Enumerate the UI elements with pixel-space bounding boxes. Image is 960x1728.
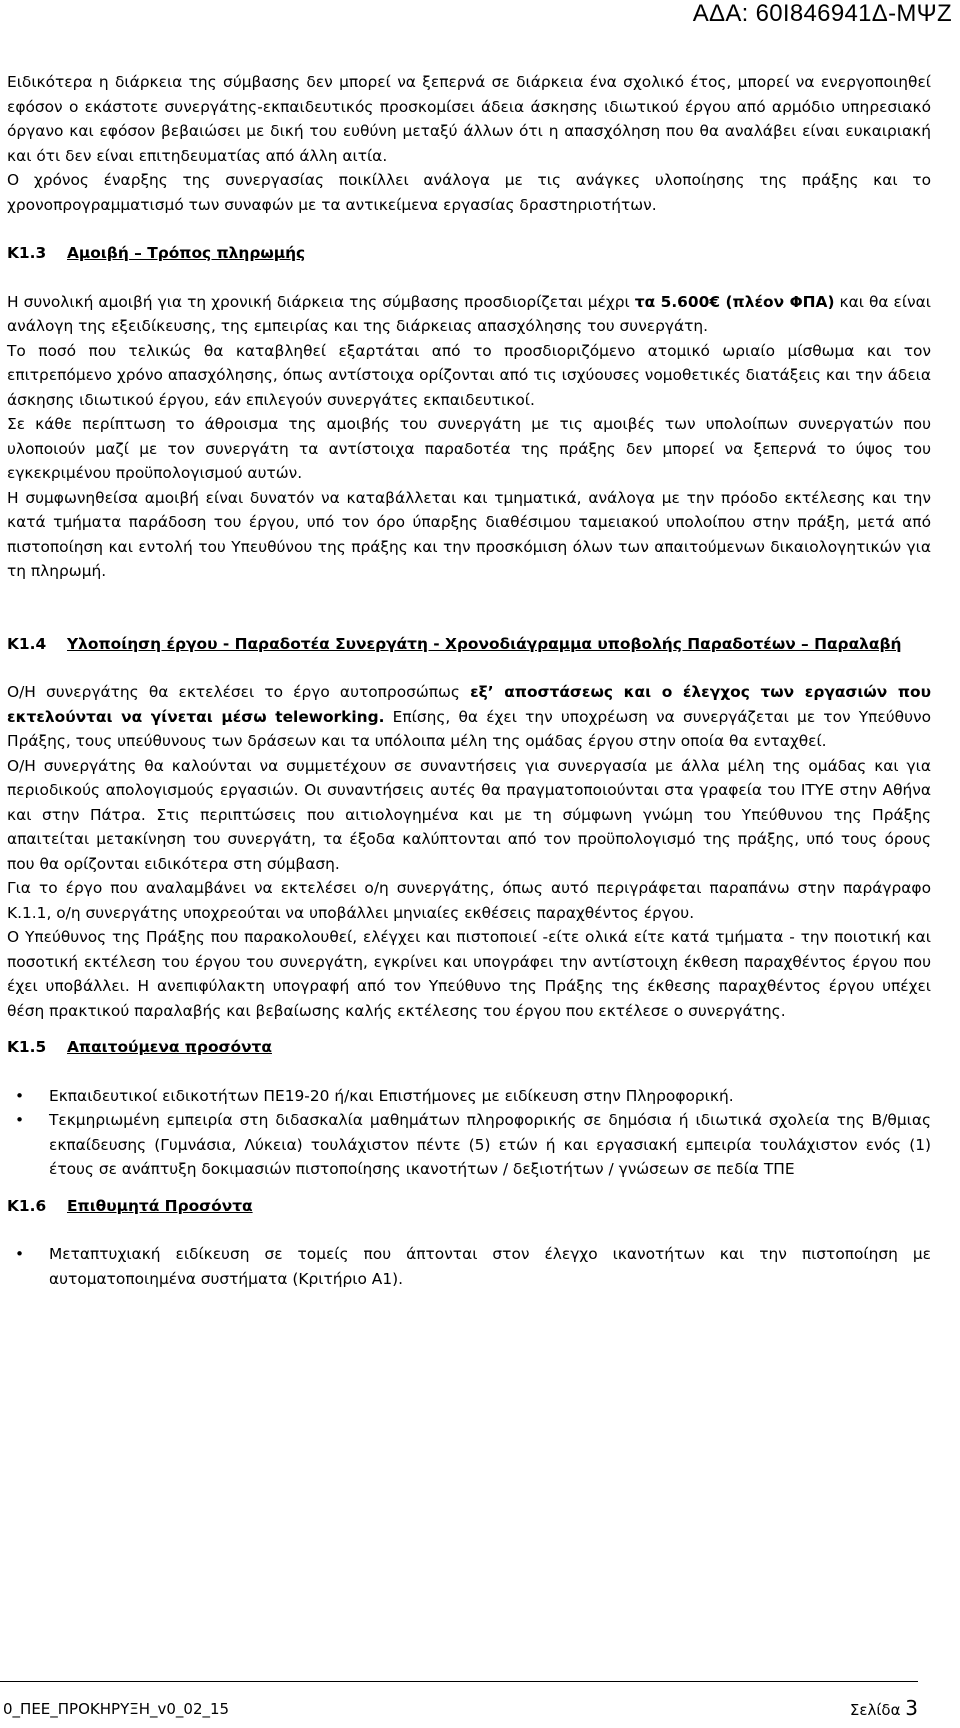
k13-paragraph-2: Το ποσό που τελικώς θα καταβληθεί εξαρτάται από το προσδιοριζόμενο ατομικό ωριαίο μίσθωμα και τον επιτρεπόμενο χρόνο απασχόλησης, όπως αντίστοιχα ορίζονται από τις ισχύουσες νομοθετικές διατάξεις και την άδεια άσκησης ιδιωτικού έργου, εάν επιλεγούν συνεργάτες εκπαιδευτικοί. <box>7 341 931 409</box>
k14-paragraph-4: Ο Υπεύθυνος της Πράξης που παρακολουθεί, ελέγχει και πιστοποιεί -είτε ολικά είτε κατά τμήματα - την ποιοτική και ποσοτική εκτέλεση του έργου του συνεργάτη, εγκρίνει και υπογράφει την αντίστοιχη έκθεση παραχθέντος έργου που έχει υποβάλλει. Η ανεπιφύλακτη υπογραφή από τον Υπεύθυνο της Πράξης της έκθεσης παραχθέντος έργου υπέχει θέση πρακτικού παραλαβής και βεβαίωσης καλής εκτέλεσης του έργου που εκτέλεσε ο συνεργάτης. <box>7 928 931 1020</box>
desired-qualifications-list <box>7 1242 931 1291</box>
page-number: 3 <box>905 1696 918 1720</box>
section-number: Κ1.4 <box>7 634 47 653</box>
k14-paragraph-2: Ο/Η συνεργάτης θα καλούνται να συμμετέχουν σε συναντήσεις για συνεργασία με άλλα μέλη της ομάδας και για περιοδικούς απολογισμούς εργασιών. Οι συναντήσεις αυτές θα πραγματοποιούνται στα γραφεία του ΙΤΥΕ στην Αθήνα και στην Πάτρα. Στις περιπτώσεις που αιτιολογημένα και με τη σύμφωνη γνώμη του Υπεύθυνου της Πράξης απαιτείται μετακίνηση του συνεργάτη, τα έξοδα καλύπτονται από τον προϋπολογισμό της πράξης, υπό τους όρους που θα ορίζονται ειδικότερα στη σύμβαση. <box>7 756 931 873</box>
section-title: Απαιτούμενα προσόντα <box>67 1038 272 1056</box>
document-body <box>7 70 931 1291</box>
text-run: και θα είναι ανάλογη της εξειδίκευσης, της εμπειρίας και της διάρκειας απασχόλησης του συνεργάτη. <box>7 292 932 335</box>
section-number: Κ1.3 <box>7 244 47 262</box>
footer-divider <box>0 1681 918 1682</box>
section-title: Αμοιβή – Τρόπος πληρωμής <box>67 244 306 262</box>
footer-document-id: 0_ΠΕΕ_ΠΡΟΚΗΡΥΞΗ_v0_02_15 <box>3 1700 230 1718</box>
text-run: Ο/Η συνεργάτης θα εκτελέσει το έργο αυτοπροσώπως <box>7 683 471 701</box>
teleworking-bold: εξ’ αποστάσεως και ο έλεγχος των εργασιών που εκτελούνται να γίνεται μέσω teleworking. <box>7 683 931 726</box>
section-heading-k13 <box>7 241 931 266</box>
section-heading-k16 <box>7 1194 931 1219</box>
list-item: • Εκπαιδευτικοί ειδικοτήτων ΠΕ19-20 ή/και Επιστήμονες με ειδίκευση στην Πληροφορική. <box>7 1084 931 1109</box>
footer-page-indicator <box>850 1696 918 1720</box>
amount-bold: τα 5.600€ (πλέον ΦΠΑ) <box>634 292 835 311</box>
required-qualifications-list <box>7 1084 931 1182</box>
k13-paragraph-3: Σε κάθε περίπτωση το άθροισμα της αμοιβής του συνεργάτη με τις αμοιβές των υπολοίπων συνεργατών που υλοποιούν μαζί με τον συνεργάτη τα αντίστοιχα παραδοτέα της πράξης δεν μπορεί να ξεπερνά το ύψος του εγκεκριμένου προϋπολογισμού αυτών. <box>7 415 931 482</box>
section-title: Επιθυμητά Προσόντα <box>67 1196 253 1215</box>
k14-paragraph-1 <box>7 680 931 754</box>
k14-paragraph-3: Για το έργο που αναλαμβάνει να εκτελέσει ο/η συνεργάτης, όπως αυτό περιγράφεται παραπάνω στην παράγραφο Κ.1.1, ο/η συνεργάτης υποχρεούται να υποβάλλει μηνιαίες εκθέσεις παραχθέντος έργου. <box>7 879 931 922</box>
ada-code: ΑΔΑ: 60Ι846941Δ-ΜΨΖ <box>692 0 952 27</box>
section-number: Κ1.5 <box>7 1038 47 1056</box>
k13-paragraph-1 <box>7 290 931 339</box>
list-item: • Τεκμηριωμένη εμπειρία στη διδασκαλία μαθημάτων πληροφορικής σε δημόσια ή ιδιωτικά σχολεία της Β/θμιας εκπαίδευσης (Γυμνάσια, Λύκεια) τουλάχιστον πέντε (5) ετών ή και εργασιακή εμπειρία τουλάχιστον ενός (1) έτους σε ανάπτυξη δοκιμασιών πιστοποίησης ικανοτήτων / δεξιοτήτων / γνώσεων σε πεδία ΤΠΕ <box>7 1108 931 1182</box>
list-item: • Μεταπτυχιακή ειδίκευση σε τομείς που άπτονται στον έλεγχο ικανοτήτων και την πιστοποίηση με αυτοματοποιημένα συστήματα (Κριτήριο Α1). <box>7 1242 931 1291</box>
intro-paragraph-2: Ο χρόνος έναρξης της συνεργασίας ποικίλλει ανάλογα με τις ανάγκες υλοποίησης της πράξης και το χρονοπρογραμματισμό των συναφών με τα αντικείμενα εργασίας δραστηριοτήτων. <box>7 171 931 214</box>
section-title: Υλοποίηση έργου - Παραδοτέα Συνεργάτη - Χρονοδιάγραμμα υποβολής Παραδοτέων – Παραλαβή <box>67 634 902 653</box>
section-number: Κ1.6 <box>7 1196 47 1215</box>
text-run: Επίσης, θα έχει την υποχρέωση να συνεργάζεται με τον Υπεύθυνο Πράξης, τους υπεύθυνους των δράσεων και τα υπόλοιπα μέλη της ομάδας έργου στην οποία θα ενταχθεί. <box>7 707 931 750</box>
page-label: Σελίδα <box>849 1701 901 1719</box>
section-heading-k15 <box>7 1035 931 1060</box>
k13-paragraph-4: Η συμφωνηθείσα αμοιβή είναι δυνατόν να καταβάλλεται και τμηματικά, ανάλογα με την πρόοδο εκτέλεσης και την κατά τμήματα παράδοση του έργου, υπό τον όρο ύπαρξης διαθέσιμου ταμειακού υπολοίπου στην πράξη, μετά από πιστοποίηση και εντολή του Υπευθύνου της πράξης και την προσκόμιση όλων των απαιτούμενων δικαιολογητικών για τη πληρωμή. <box>7 488 931 580</box>
section-heading-k14 <box>7 632 931 657</box>
intro-paragraph-1: Ειδικότερα η διάρκεια της σύμβασης δεν μπορεί να ξεπερνά σε διάρκεια ένα σχολικό έτος, μπορεί να ενεργοποιηθεί εφόσον ο εκάστοτε συνεργάτης-εκπαιδευτικός προσκομίσει άδεια άσκησης ιδιωτικού έργου από αρμόδιο υπηρεσιακό όργανο και εφόσον βεβαιώσει με δική του ευθύνη μεταξύ άλλων ότι η απασχόληση που θα αναλάβει είναι ευκαιριακή και ότι δεν είναι επιτηδευματίας από άλλη αιτία. <box>7 73 931 165</box>
text-run: Η συνολική αμοιβή για τη χρονική διάρκεια της σύμβασης προσδιορίζεται μέχρι <box>7 292 635 311</box>
